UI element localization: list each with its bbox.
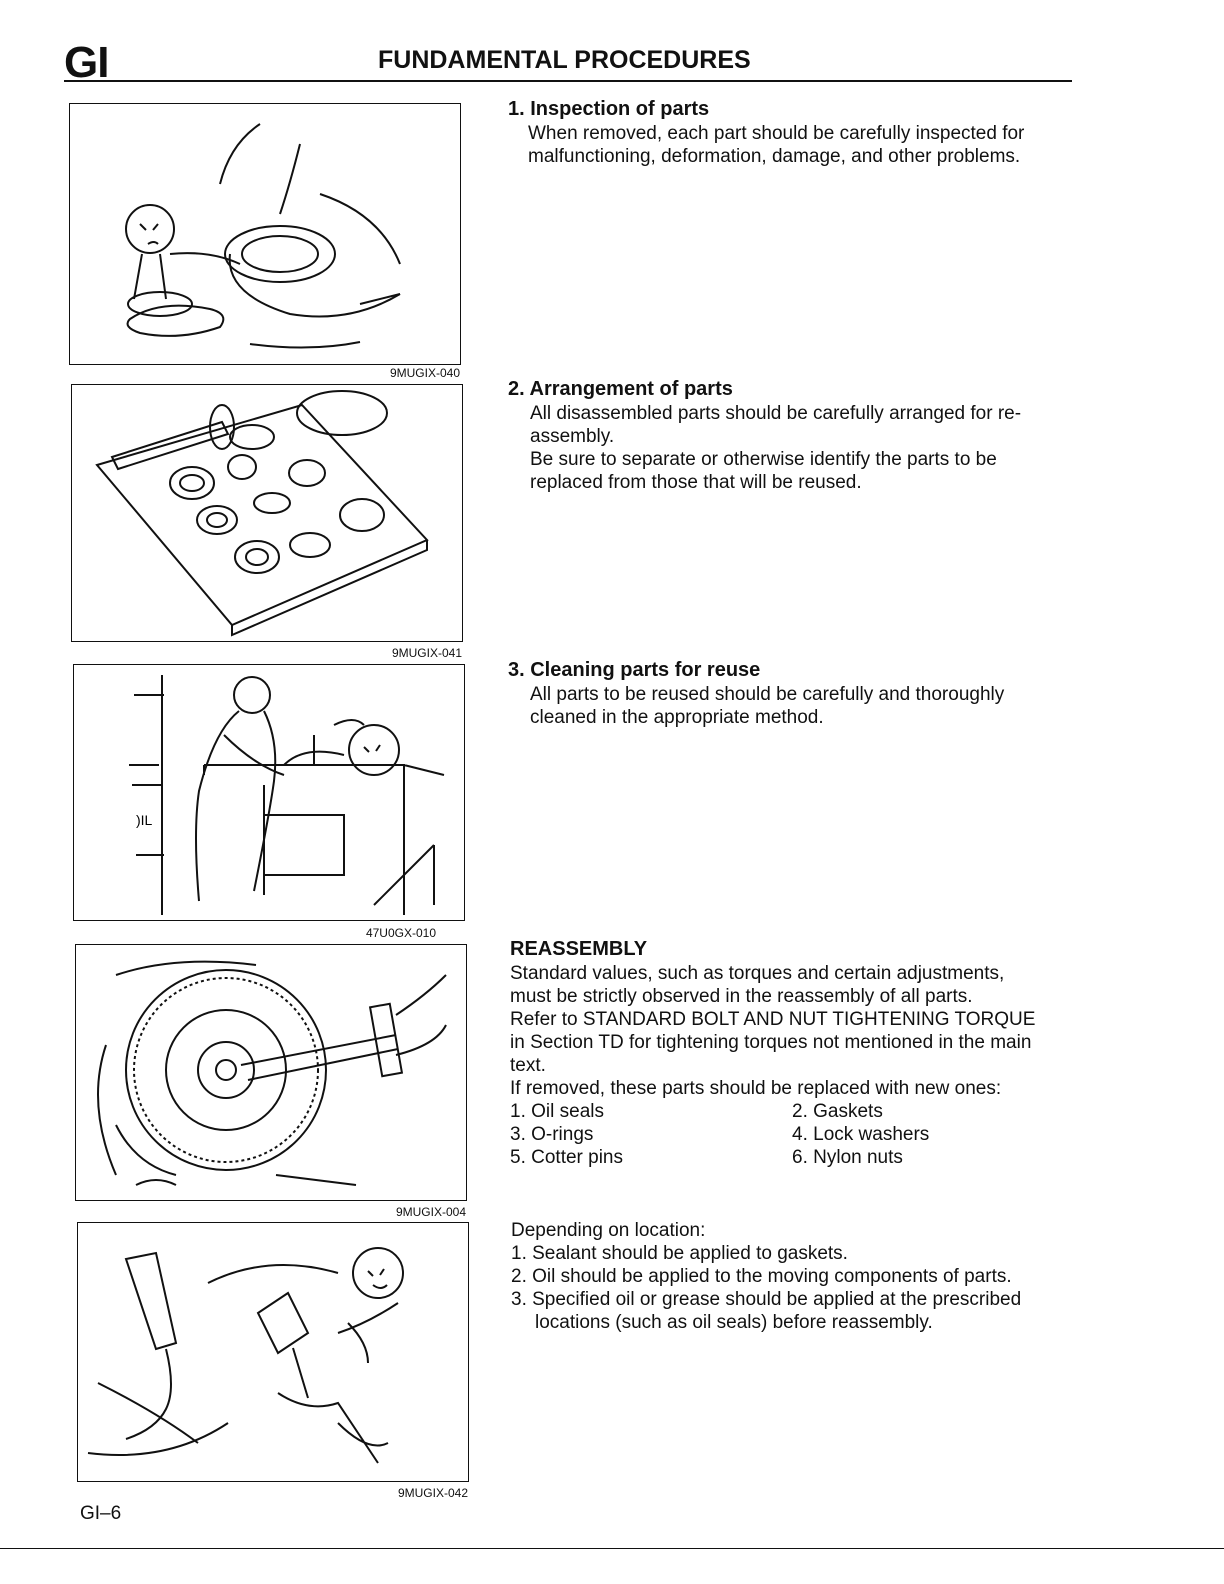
replacement-parts-list [510, 1100, 1090, 1169]
torque-illustration [76, 945, 466, 1200]
cleaning-illustration [74, 665, 464, 920]
step-cleaning [508, 659, 1088, 729]
step-line: replaced from those that will be reused. [530, 472, 862, 493]
step-line: All disassembled parts should be carefully arranged for re- [530, 403, 1022, 424]
figure-arrangement [71, 384, 463, 642]
part-item: 4. Lock washers [792, 1124, 930, 1145]
section-code: GI [64, 38, 109, 87]
body-line: If removed, these parts should be replaced with new ones: [510, 1078, 1002, 1099]
reassembly-heading: REASSEMBLY [510, 938, 648, 960]
part-item: 5. Cotter pins [510, 1147, 623, 1168]
arrangement-illustration [72, 385, 462, 641]
figure-inspection [69, 103, 461, 365]
page-number: GI–6 [80, 1503, 122, 1524]
part-item: 2. Gaskets [792, 1101, 883, 1122]
step-line: cleaned in the appropriate method. [530, 707, 824, 728]
part-item: 1. Oil seals [510, 1101, 604, 1122]
body-line: must be strictly observed in the reassembly of all parts. [510, 986, 973, 1007]
location-intro: Depending on location: [511, 1220, 706, 1241]
figure-sealant [77, 1222, 469, 1482]
step-title: 3. Cleaning parts for reuse [508, 659, 761, 681]
body-line: Refer to STANDARD BOLT AND NUT TIGHTENING TORQUE [510, 1009, 1036, 1030]
footer-rule [0, 1548, 1224, 1549]
location-item: 1. Sealant should be applied to gaskets. [511, 1243, 848, 1264]
oil-sign: )IL [136, 812, 153, 828]
step-line: malfunctioning, deformation, damage, and other problems. [528, 146, 1021, 167]
figure-code: 9MUGIX-042 [397, 1486, 468, 1500]
figure-cleaning [73, 664, 465, 921]
step-line: When removed, each part should be carefully inspected for [528, 123, 1025, 144]
header-rule [64, 80, 1072, 82]
location-item: 3. Specified oil or grease should be applied at the prescribed [511, 1289, 1022, 1310]
figure-code: 9MUGIX-004 [395, 1205, 466, 1219]
step-title: 1. Inspection of parts [508, 98, 710, 120]
location-item: locations (such as oil seals) before reassembly. [535, 1312, 933, 1333]
location-item: 2. Oil should be applied to the moving components of parts. [511, 1266, 1012, 1287]
figure-torque [75, 944, 467, 1201]
part-item: 6. Nylon nuts [792, 1147, 903, 1168]
figure-code: 9MUGIX-040 [389, 366, 460, 380]
step-line: assembly. [530, 426, 615, 447]
step-line: Be sure to separate or otherwise identify the parts to be [530, 449, 997, 470]
step-arrangement [508, 378, 1088, 494]
body-line: in Section TD for tightening torques not mentioned in the main [510, 1032, 1032, 1053]
body-line: Standard values, such as torques and certain adjustments, [510, 963, 1005, 984]
figure-code: 47U0GX-010 [365, 926, 436, 940]
step-title: 2. Arrangement of parts [508, 378, 733, 400]
step-inspection [508, 98, 1088, 168]
page-title: FUNDAMENTAL PROCEDURES [378, 46, 751, 74]
location-section [511, 1219, 1091, 1334]
figure-code: 9MUGIX-041 [391, 646, 462, 660]
reassembly-section [510, 938, 1090, 1169]
body-line: text. [510, 1055, 546, 1076]
step-line: All parts to be reused should be carefully and thoroughly [530, 684, 1005, 705]
sealant-illustration [78, 1223, 468, 1481]
part-item: 3. O-rings [510, 1124, 594, 1145]
inspection-illustration [70, 104, 460, 364]
